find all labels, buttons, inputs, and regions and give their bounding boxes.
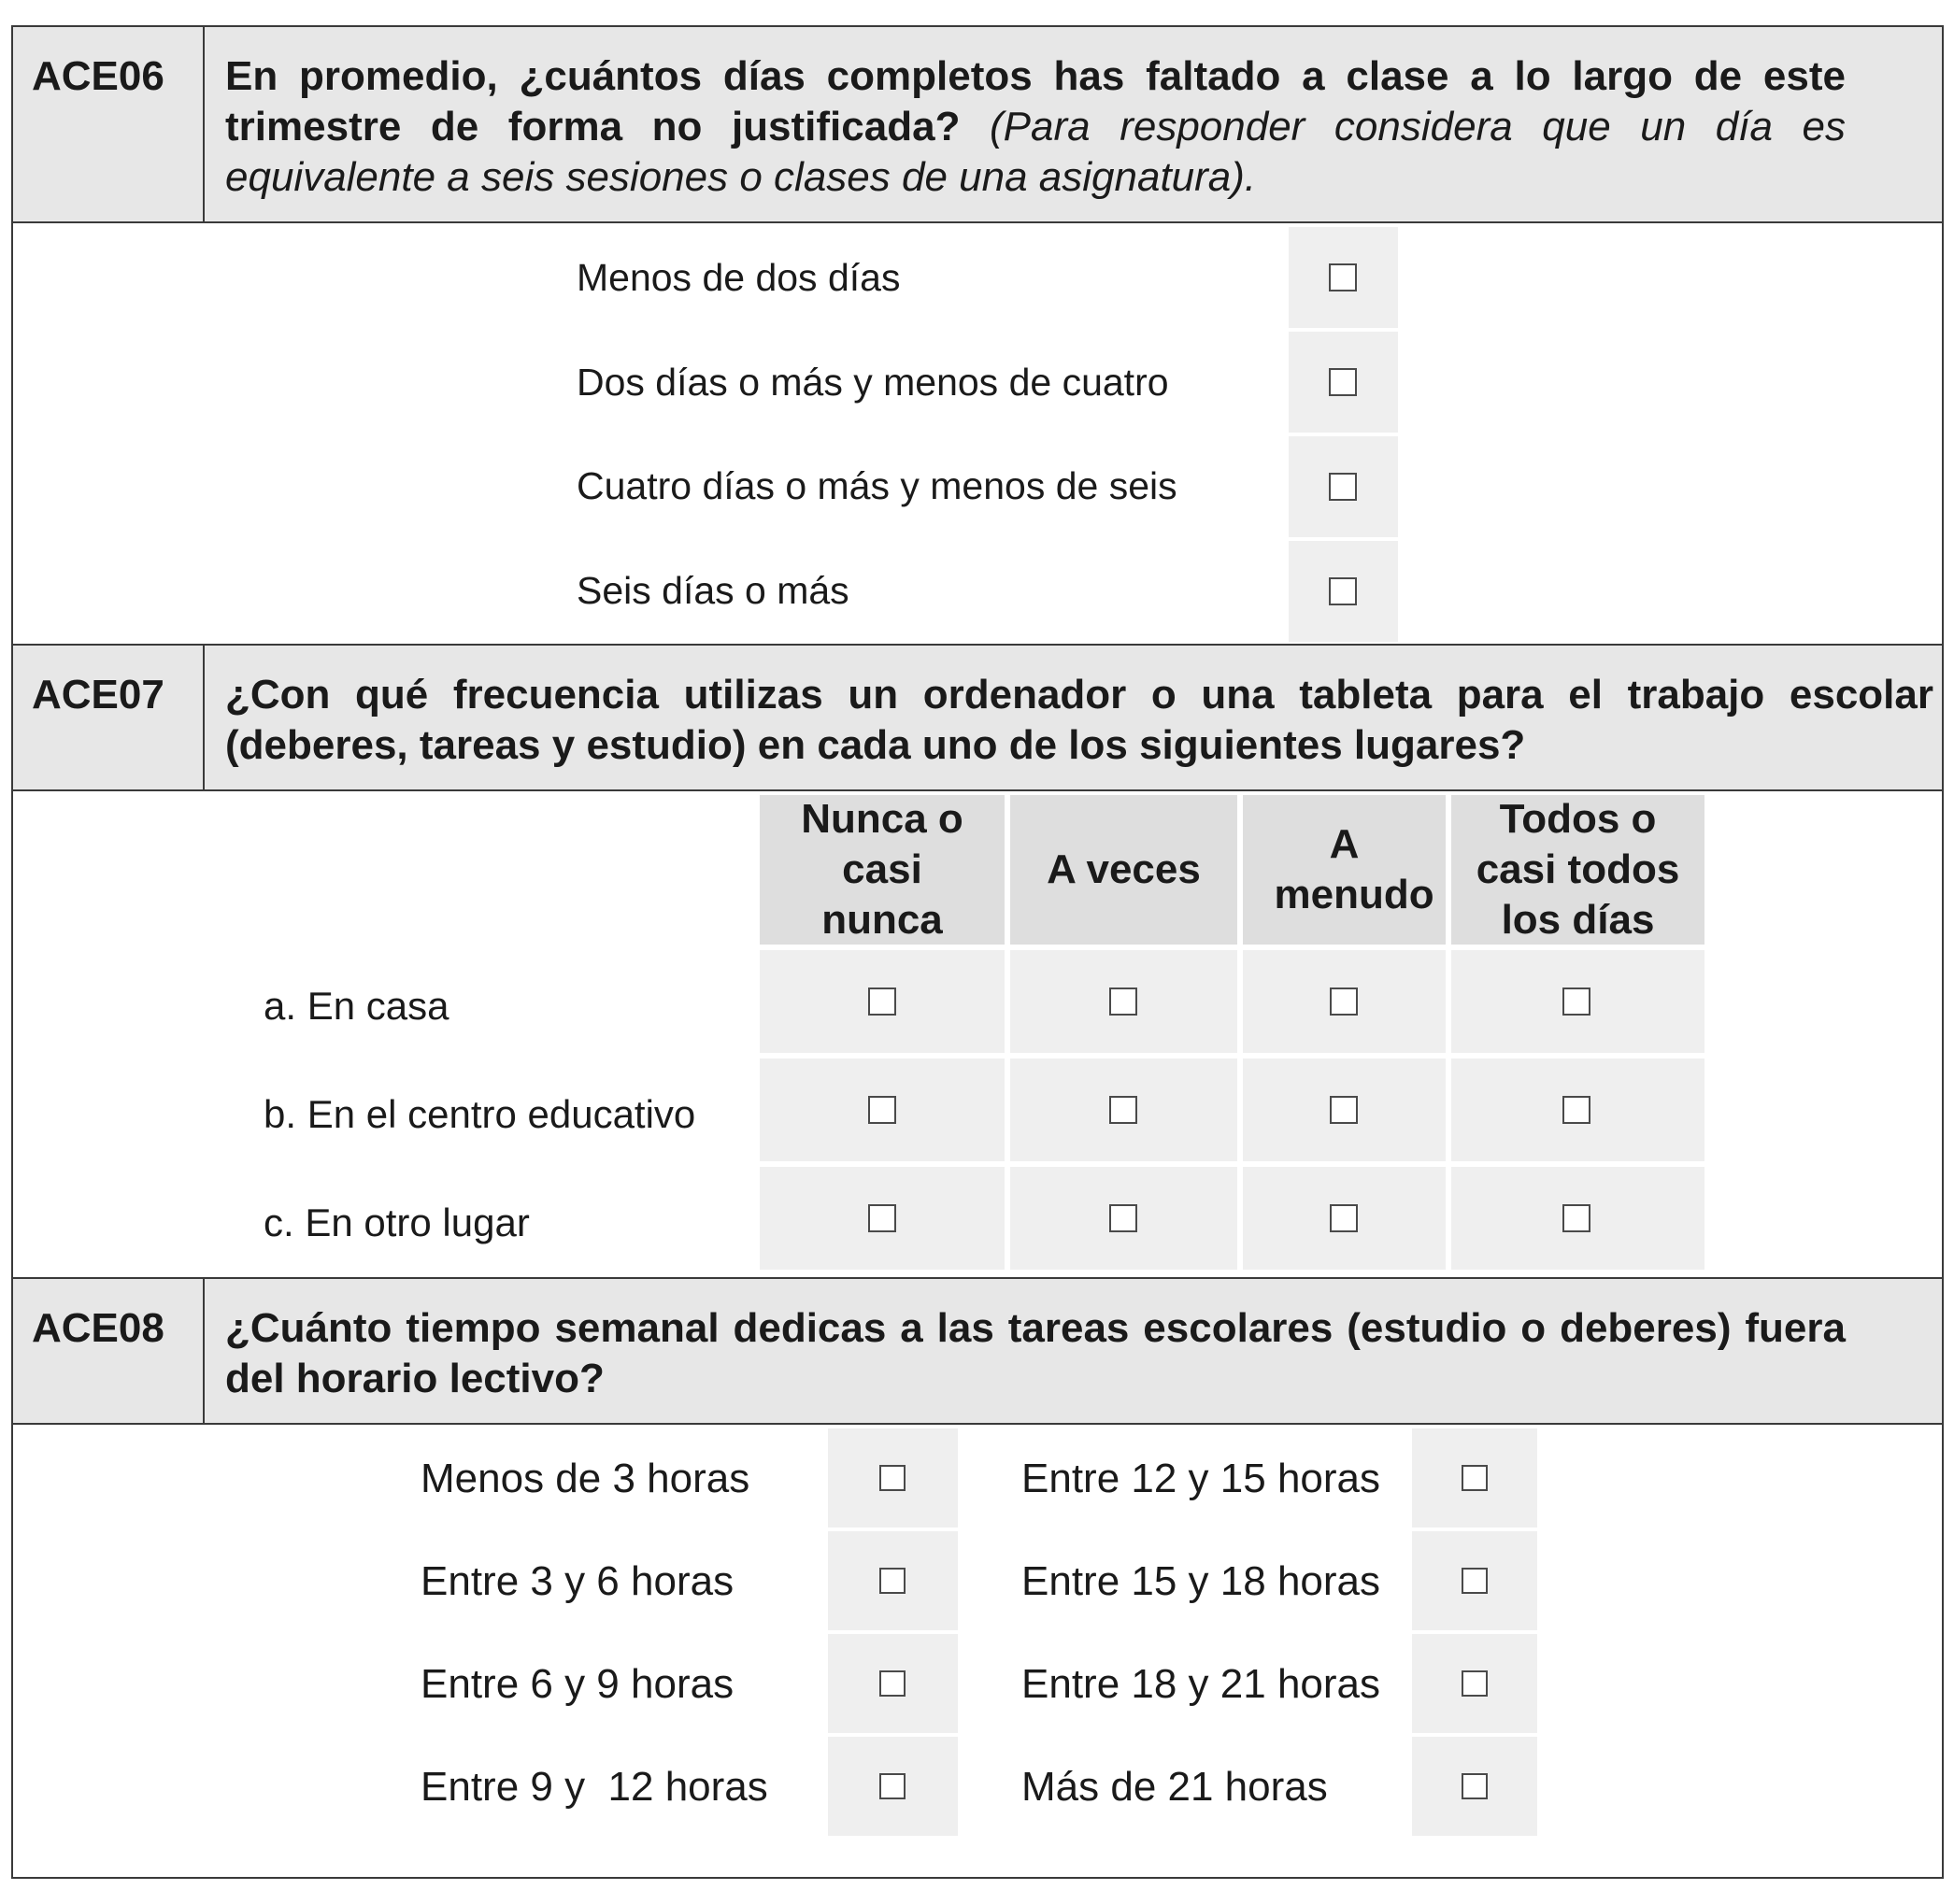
option-label: Dos días o más y menos de cuatro [577, 361, 1169, 404]
question-text-main: ¿Con qué frecuencia utilizas un ordenador o una tableta para el trabajo escolar (deberes, tareas y estudio) en cada uno de los siguientes lugares? [225, 672, 1933, 768]
column-header [1451, 795, 1704, 945]
divider [13, 1423, 1942, 1425]
divider [13, 789, 1942, 791]
row-label: a. En casa [264, 984, 449, 1028]
question-code-cell [13, 646, 205, 789]
option-label: Menos de 3 horas [421, 1456, 750, 1501]
column-header [760, 795, 1005, 945]
checkbox-seis-dias-o-mas[interactable] [1329, 577, 1357, 605]
checkbox-mas-de-21-horas[interactable] [1462, 1773, 1488, 1799]
question-text [225, 1303, 1846, 1404]
checkbox-15-a-18-horas[interactable] [1462, 1568, 1488, 1594]
checkbox-6-a-9-horas[interactable] [879, 1670, 906, 1697]
option-label: Más de 21 horas [1021, 1764, 1328, 1810]
column-header-label: Todos o casi todos los días [1476, 796, 1680, 943]
option-label: Entre 18 y 21 horas [1021, 1661, 1381, 1707]
option-label: Cuatro días o más y menos de seis [577, 464, 1177, 507]
checkbox-menos-de-dos-dias[interactable] [1329, 263, 1357, 291]
option-label: Entre 15 y 18 horas [1021, 1558, 1381, 1604]
checkbox-en-casa-a-menudo[interactable] [1330, 988, 1358, 1016]
column-header-label: Nunca o casi nunca [801, 796, 963, 943]
column-header-label: A veces [1047, 846, 1201, 892]
question-code: ACE07 [32, 672, 164, 718]
option-label: Entre 6 y 9 horas [421, 1661, 735, 1707]
checkbox-cuatro-a-seis-dias[interactable] [1329, 473, 1357, 501]
checkbox-menos-de-3-horas[interactable] [879, 1465, 906, 1491]
column-header [1010, 795, 1237, 945]
checkbox-en-casa-a-veces[interactable] [1109, 988, 1137, 1016]
question-code: ACE08 [32, 1305, 164, 1351]
question-text [225, 670, 1933, 771]
question-header-ace06 [13, 27, 1942, 222]
question-code: ACE06 [32, 53, 164, 99]
checkbox-12-a-15-horas[interactable] [1462, 1465, 1488, 1491]
questionnaire-page [11, 25, 1944, 1879]
question-code-cell [13, 1279, 205, 1423]
question-text-main: En promedio, ¿cuántos días completos has faltado a clase a lo largo de este trimestre de forma no justificada? [225, 53, 1846, 149]
question-header-ace08 [13, 1279, 1942, 1423]
divider [13, 221, 1942, 223]
option-label: Entre 3 y 6 horas [421, 1558, 735, 1604]
checkbox-centro-todos-los-dias[interactable] [1562, 1096, 1590, 1124]
row-label: c. En otro lugar [264, 1201, 530, 1244]
column-header [1243, 795, 1446, 945]
checkbox-9-a-12-horas[interactable] [879, 1773, 906, 1799]
checkbox-otro-lugar-a-veces[interactable] [1109, 1204, 1137, 1232]
question-text-main: ¿Cuánto tiempo semanal dedicas a las tareas escolares (estudio o deberes) fuera del horario lectivo? [225, 1305, 1846, 1401]
checkbox-dos-a-cuatro-dias[interactable] [1329, 368, 1357, 396]
column-header-label: A menudo [1274, 821, 1434, 917]
checkbox-centro-nunca[interactable] [868, 1096, 896, 1124]
checkbox-centro-a-veces[interactable] [1109, 1096, 1137, 1124]
checkbox-3-a-6-horas[interactable] [879, 1568, 906, 1594]
checkbox-otro-lugar-nunca[interactable] [868, 1204, 896, 1232]
option-label: Entre 12 y 15 horas [1021, 1456, 1381, 1501]
question-text-note: (Para responder considera que un día es equivalente a seis sesiones o clases de una asignatura). [225, 104, 1846, 200]
checkbox-18-a-21-horas[interactable] [1462, 1670, 1488, 1697]
question-header-ace07 [13, 646, 1942, 789]
checkbox-en-casa-todos-los-dias[interactable] [1562, 988, 1590, 1016]
checkbox-centro-a-menudo[interactable] [1330, 1096, 1358, 1124]
checkbox-en-casa-nunca[interactable] [868, 988, 896, 1016]
checkbox-otro-lugar-todos-los-dias[interactable] [1562, 1204, 1590, 1232]
option-label: Seis días o más [577, 569, 849, 612]
checkbox-otro-lugar-a-menudo[interactable] [1330, 1204, 1358, 1232]
option-label: Menos de dos días [577, 256, 901, 299]
question-text [225, 51, 1846, 203]
question-code-cell [13, 27, 205, 222]
row-label: b. En el centro educativo [264, 1092, 696, 1136]
option-label: Entre 9 y 12 horas [421, 1764, 768, 1810]
